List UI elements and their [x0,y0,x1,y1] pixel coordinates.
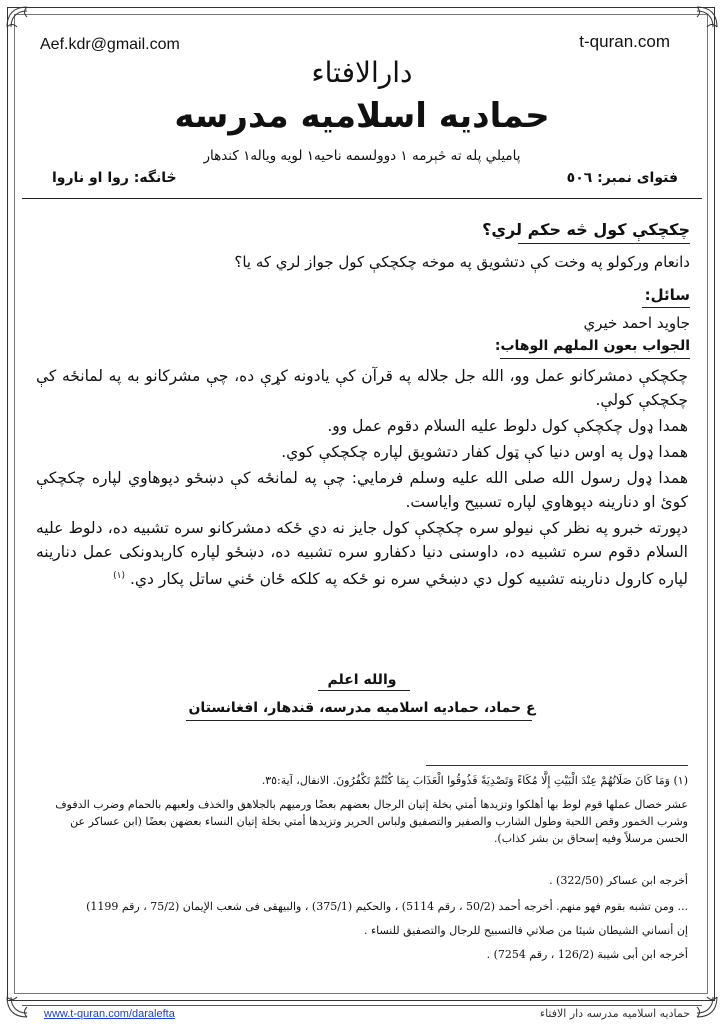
footer-link[interactable]: www.t-quran.com/daralefta [44,1008,175,1020]
question-text: دانعام ورکولو په وخت کې دتشویق په موخه چکچکې کول جواز لري که یا؟ [234,253,690,271]
footnote: عشر خصال عملها قوم لوط بها أهلكوا وتزيدها أمتي بخلة إتيان الرجال بعضهم بعضًا ورميهم بالجلاهق والخذف ولعبهم بالحمام وضرب الدفوف وشرب الخمور وقص اللحية وطول الشارب والصفير والتصفيق ولباس الحرير وتزيدها أمتي بخلة إتيان النساء بعضهن بعضًا (ابن عساكر عن الحسن مرسلاً وفيه إسحاق بن بشر كذاب). [55,798,688,845]
question-title-underline [518,243,690,244]
footnote: ... ومن تشبه بقوم فهو منهم. أخرجه أحمد (50/2 ، رقم 5114) ، والحكيم (375/1) ، والبيهقى فى شعب الإيمان (75/2 ، رقم 1199) [86,900,688,913]
footer-divider [22,1005,702,1006]
corner-ornament-icon [694,994,720,1020]
signature-underline [186,720,532,721]
header-divider [22,198,702,199]
asker-name: جاوید احمد خیري [583,314,690,332]
fatwa-number: فتوای نمبر: ٥٠٦ [566,170,678,186]
answer-paragraph: همدا ډول رسول الله صلی الله علیه وسلم فرمایي: چې په لمانځه کې دښځو دپوهاوي لپاره چکچکې کوئ او دنارینه دپوهاوي لپاره تسبیح وایاست. [36,469,688,511]
corner-ornament-icon [4,994,30,1020]
answer-heading-underline [500,358,690,359]
dar-al-ifta-title: دارالافتاء [311,56,413,89]
answer-heading: الجواب بعون الملهم الوهاب: [494,338,690,354]
asker-label-underline [642,307,690,308]
signature-line: ع حماد، حمادیه اسلامیه مدرسه، قندهار، افغانستان [188,700,536,716]
answer-paragraph: همدا ډول چکچکې کول دلوط علیه السلام دقوم عمل وو. [327,417,688,435]
answer-paragraph: همدا ډول په اوس دنیا کې ټول کفار دتشویق لپاره چکچکې کوي. [281,443,688,461]
contact-email[interactable]: Aef.kdr@gmail.com [40,36,180,53]
footnote-separator [426,765,688,766]
answer-paragraph: چکچکې دمشرکانو عمل وو، الله جل جلاله په قرآن کې یادونه کړې ده، چې مشرکانو به په لمانځه کې چکچکې کولې. [36,367,688,409]
footnote: إن أنساني الشيطان شيئا من صلاتي فالتسبيح للرجال والتصفيق للنساء . [363,924,688,937]
footnote-reference[interactable]: (١) [113,571,126,581]
footnote: أخرجه ابن عساكر (322/50) . [549,874,688,887]
footnote: (١) وَمَا كَانَ صَلَاتُهُمْ عِنْدَ الْبَيْتِ إِلَّا مُكَاءً وَتَصْدِيَةً فَذُوقُوا الْعَذَابَ بِمَا كُنْتُمْ تَكْفُرُونَ. الانفال، آیة:٣٥. [261,774,688,787]
address-line: پامیلي پله ته څېرمه ١ دوولسمه ناحیه١ لویه ویاله١ کندهار [203,148,521,164]
closing-underline [318,690,410,691]
footer-label: حمادیه اسلامیه مدرسه دار الافتاء [539,1007,690,1020]
answer-paragraph [36,516,688,591]
site-name[interactable]: t-quran.com [579,32,670,51]
madrasa-title: حمادیه اسلامیه مدرسه [174,96,550,136]
asker-label: سائل: [644,286,690,304]
question-title: چکچکې کول څه حکم لري؟ [482,220,690,239]
closing-wallahu-alam: والله اعلم [327,672,397,688]
footnote: أخرجه ابن أبى شيبة (126/2 ، رقم 7254) . [486,948,688,961]
fatwa-category: څانگه: روا او ناروا [52,170,177,186]
letterhead [22,22,702,200]
answer-paragraph-text: دپورته خبرو په نظر کې نیولو سره چکچکې کول جایز نه دي ځکه دمشرکانو سره تشبیه ده، دلوط علیه السلام دقوم سره تشبیه ده، داوسنی دنیا دکفارو سره تشبیه ده، دښځو لپاره کارېدونکی عمل دنارینه لپاره کارول دنارینه تشبیه کول دي دښځي سره نو ځکه په کلکه ځان ځني ساتل پکار دي. [36,519,688,589]
